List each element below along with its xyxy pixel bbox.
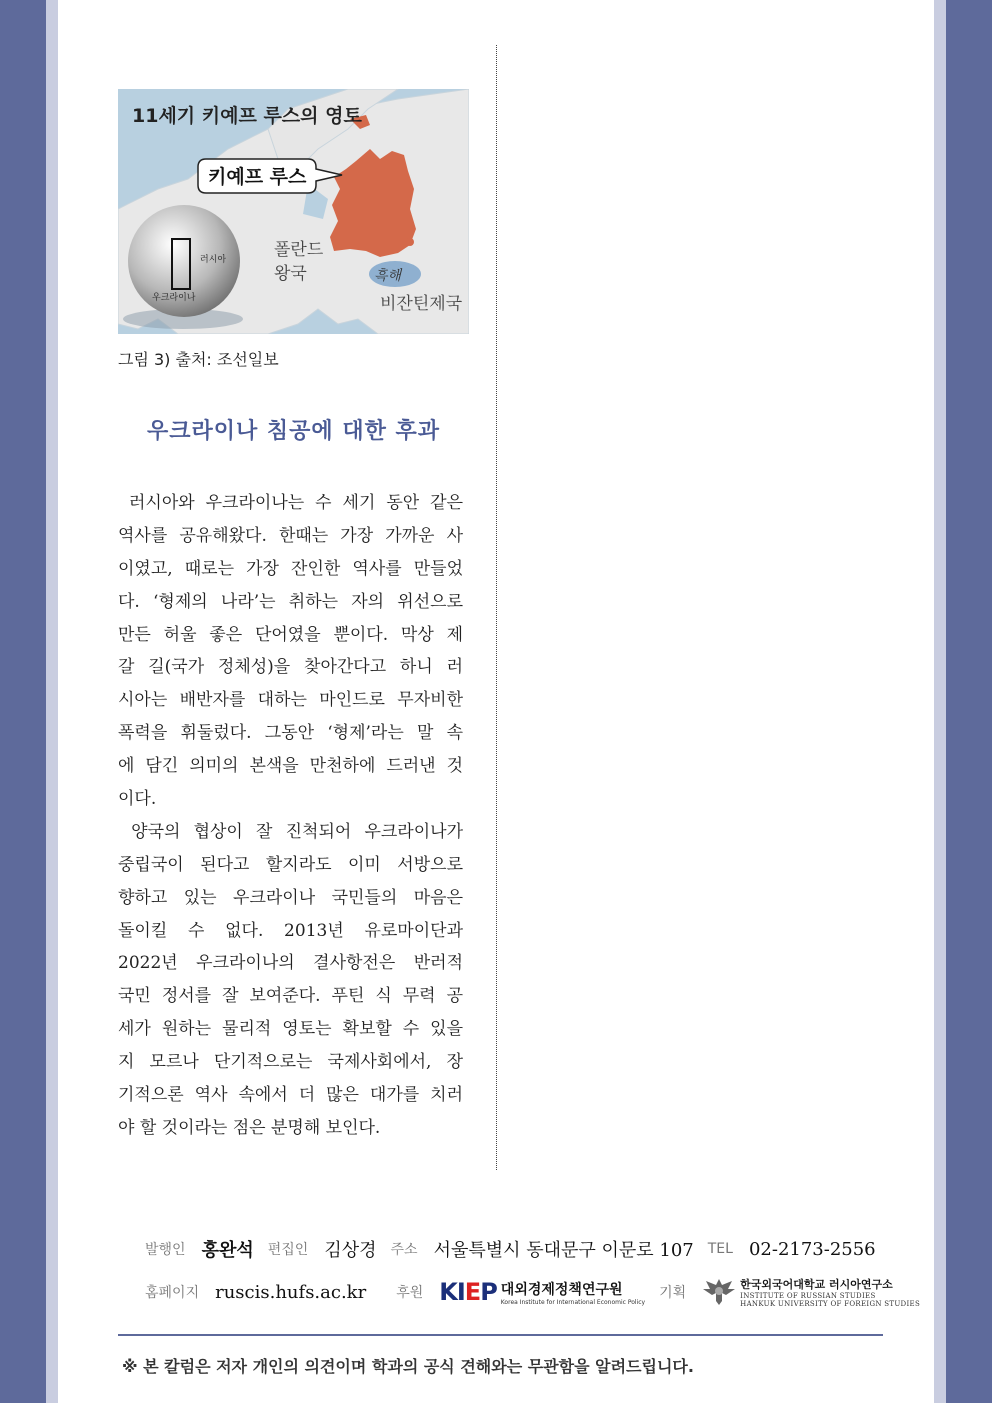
map-title: 11세기 키예프 루스의 영토	[132, 105, 362, 127]
map-callout-label: 키예프 루스	[208, 166, 307, 188]
address: 서울특별시 동대문구 이문로 107	[433, 1240, 694, 1261]
kiep-english-name: Korea Institute for International Economic Policy	[500, 1298, 646, 1306]
map-label-black-sea: 흑해	[374, 268, 402, 284]
footer-publisher-row	[145, 1236, 876, 1262]
body-line: 폭력을 휘둘렀다. 그동안 ‘형제’라는 말 속	[118, 723, 463, 744]
right-margin-band	[946, 0, 992, 1403]
body-line: 향하고 있는 우크라이나 국민들의 마음은	[118, 887, 463, 908]
map-label-poland-2: 왕국	[274, 264, 307, 284]
globe-label-ukraine: 우크라이나	[152, 293, 196, 303]
column-divider	[496, 45, 497, 1170]
planning-label: 기획	[659, 1285, 687, 1301]
body-line: 다. ‘형제의 나라’는 취하는 자의 위선으로	[118, 591, 463, 612]
tel-number: 02-2173-2556	[748, 1238, 876, 1260]
kiep-korean-name: 대외경제정책연구원	[500, 1281, 623, 1298]
iros-korean-name: 한국외국어대학교 러시아연구소	[740, 1278, 893, 1291]
body-line: 기적으론 역사 속에서 더 많은 대가를 치러	[118, 1085, 463, 1106]
body-line: 야 할 것이라는 점은 분명해 보인다.	[118, 1117, 381, 1138]
kievan-rus-map	[118, 89, 469, 334]
map-label-poland-1: 폴란드	[274, 240, 324, 260]
map-label-byzantine: 비잔틴제국	[380, 294, 463, 314]
body-line: 국민 정서를 잘 보여준다. 푸틴 식 무력 공	[118, 986, 463, 1007]
body-line: 에 담긴 의미의 본색을 만천하에 드러낸 것	[118, 756, 463, 777]
tel-label: TEL	[707, 1241, 733, 1257]
body-line: 중립국이 된다고 할지라도 이미 서방으로	[118, 854, 463, 875]
address-label: 주소	[390, 1242, 418, 1258]
footer-homepage-row	[145, 1276, 921, 1308]
body-line: 2022년 우크라이나의 결사항전은 반러적	[118, 953, 463, 974]
article-body	[118, 487, 463, 1145]
body-line: 만든 허울 좋은 단어였을 뿐이다. 막상 제	[118, 624, 464, 645]
editor-label: 편집인	[267, 1242, 309, 1258]
iros-english-name-2: HANKUK UNIVERSITY OF FOREIGN STUDIES	[740, 1300, 921, 1308]
body-line: 이다.	[118, 789, 157, 810]
body-line: 갈 길(국가 정체성)을 찾아간다고 하니 러	[118, 657, 463, 678]
homepage-label: 홈페이지	[145, 1285, 200, 1301]
publisher-name: 홍완석	[201, 1240, 254, 1261]
iros-english-name-1: INSTITUTE OF RUSSIAN STUDIES	[740, 1292, 876, 1300]
editor-name: 김상경	[324, 1240, 377, 1261]
kiep-mark: KIEP	[439, 1278, 497, 1306]
kiep-logo	[439, 1278, 645, 1306]
publisher-label: 발행인	[145, 1242, 186, 1258]
body-line: 러시아와 우크라이나는 수 세기 동안 같은	[118, 493, 463, 513]
figure-caption: 그림 3) 출처: 조선일보	[118, 350, 279, 369]
section-title: 우크라이나 침공에 대한 후과	[146, 419, 440, 444]
globe-label-russia: 러시아	[200, 255, 227, 265]
body-line: 이였고, 때로는 가장 잔인한 역사를 만들었	[118, 558, 463, 579]
body-line: 시아는 배반자를 대하는 마인드로 무자비한	[118, 690, 463, 711]
eagle-emblem-icon	[702, 1277, 736, 1307]
sponsor-label: 후원	[396, 1285, 424, 1301]
body-line: 양국의 협상이 잘 진척되어 우크라이나가	[118, 821, 463, 842]
body-line: 돌이킬 수 없다. 2013년 유로마이단과	[118, 920, 463, 941]
disclaimer: ※ 본 칼럼은 저자 개인의 의견이며 학과의 공식 견해와는 무관함을 알려드립니다.	[122, 1357, 694, 1376]
left-margin-stripe	[46, 0, 58, 1403]
left-margin-band	[0, 0, 46, 1403]
homepage-link[interactable]: ruscis.hufs.ac.kr	[215, 1281, 367, 1303]
footer-divider	[118, 1334, 883, 1336]
body-line: 세가 원하는 물리적 영토는 확보할 수 있을	[118, 1019, 463, 1040]
right-margin-stripe	[934, 0, 946, 1403]
body-line: 지 모르나 단기적으로는 국제사회에서, 장	[118, 1052, 463, 1073]
iros-logo	[702, 1276, 920, 1308]
body-line: 역사를 공유해왔다. 한때는 가장 가까운 사	[118, 525, 463, 546]
